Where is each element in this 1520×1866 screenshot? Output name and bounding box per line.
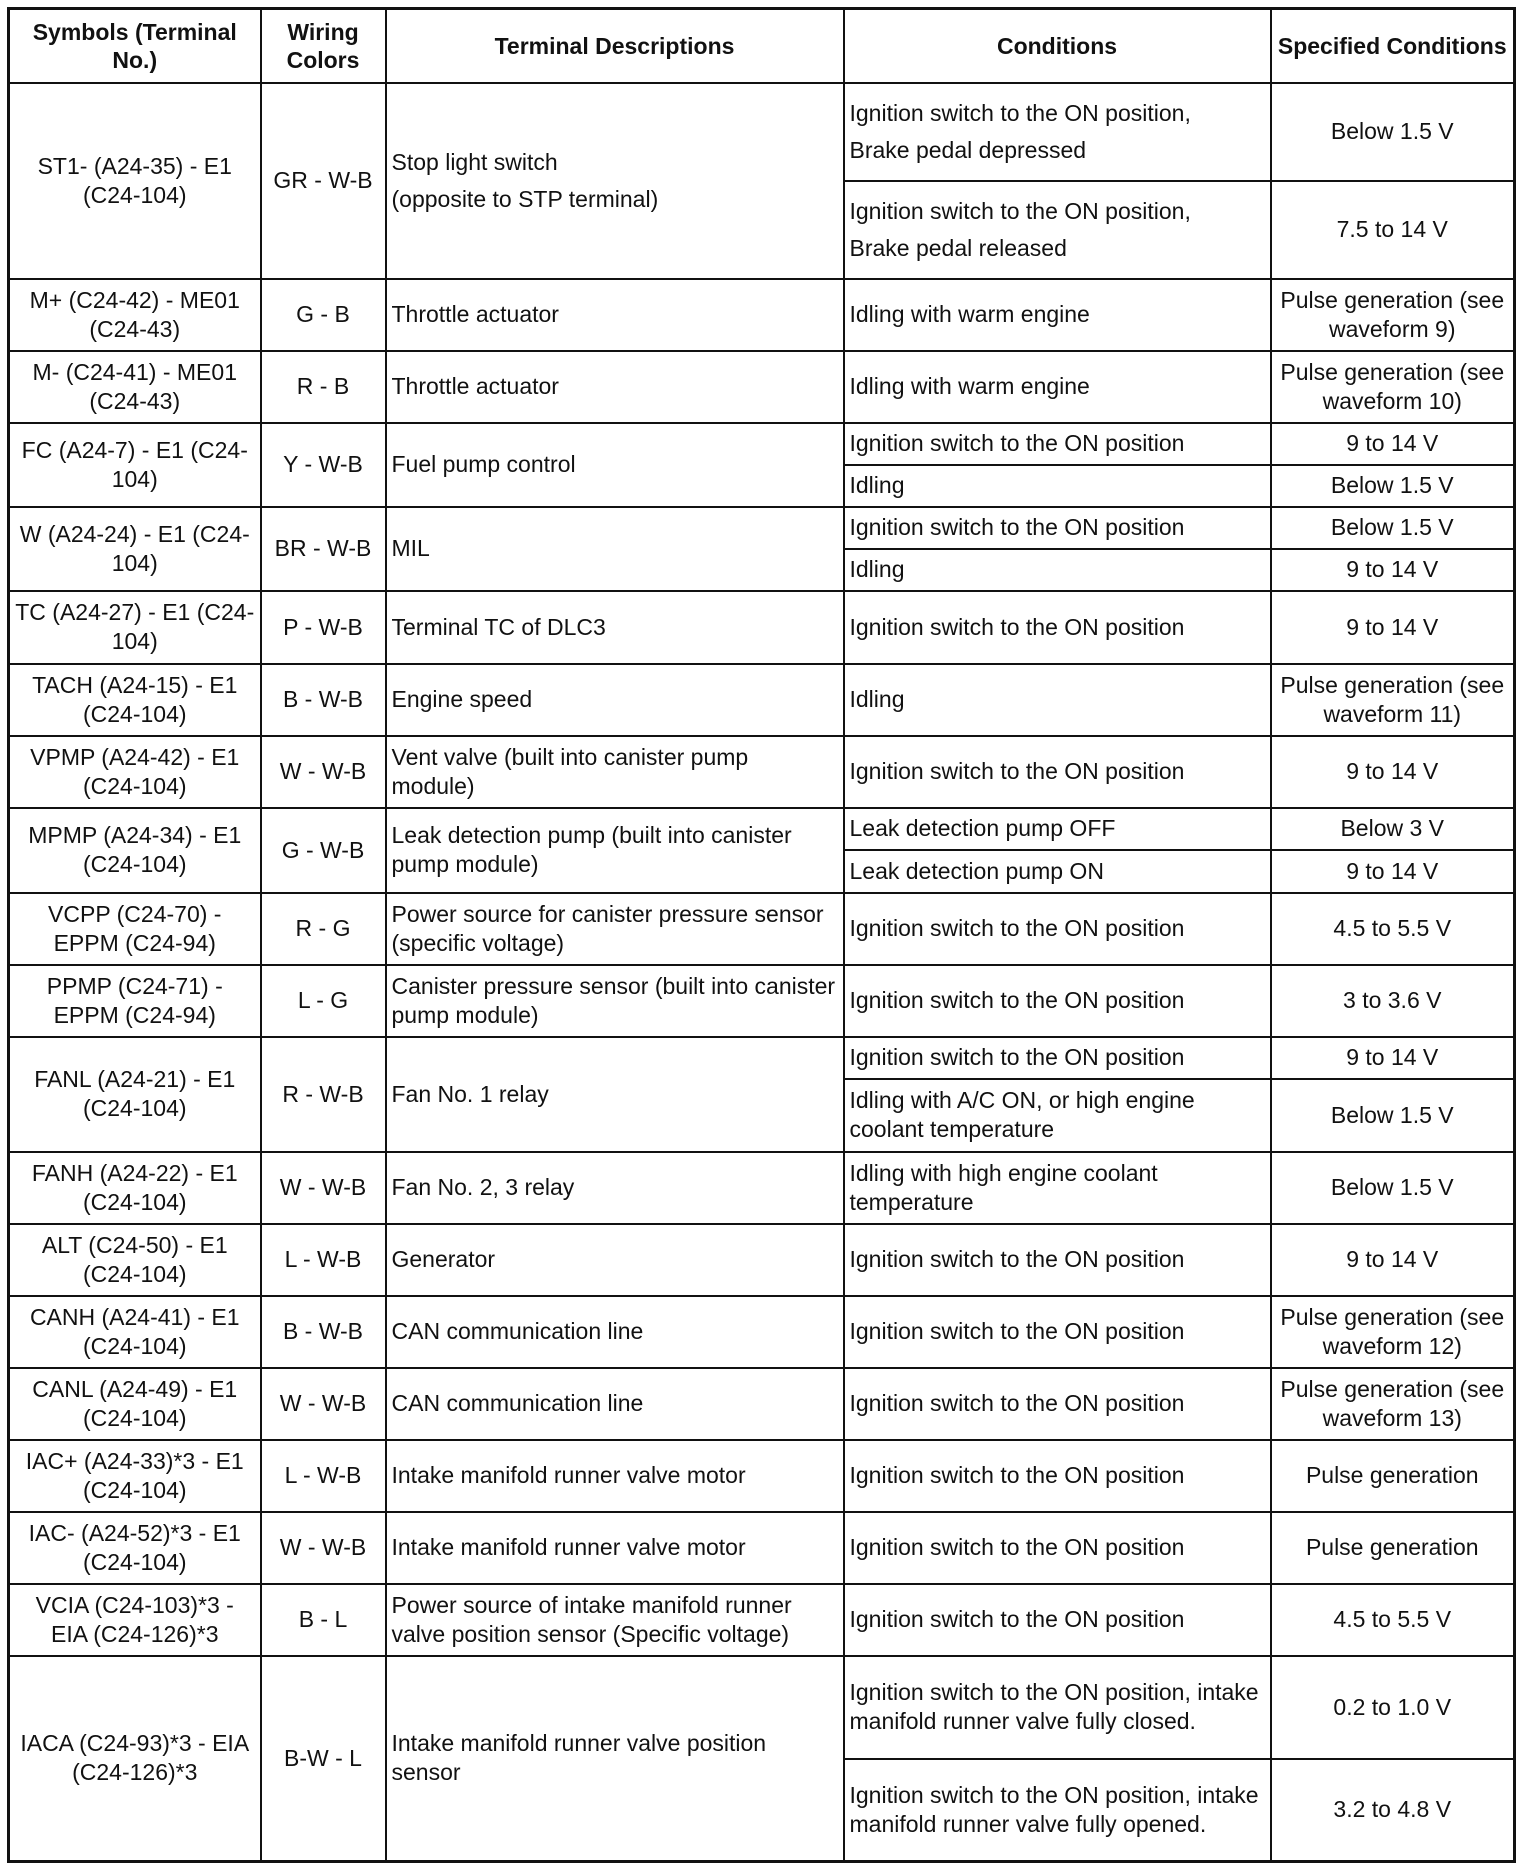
condition xyxy=(844,83,1271,181)
specified-condition: 9 to 14 V xyxy=(1271,850,1515,893)
table-row xyxy=(9,1656,1515,1759)
condition xyxy=(844,181,1271,279)
wiring-color: W - W-B xyxy=(261,1368,386,1440)
terminal-description: Engine speed xyxy=(386,664,844,736)
terminal-symbol: W (A24-24) - E1 (C24-104) xyxy=(9,507,261,591)
terminal-symbol: PPMP (C24-71) - EPPM (C24-94) xyxy=(9,965,261,1037)
terminal-description: Throttle actuator xyxy=(386,279,844,351)
specified-condition: 7.5 to 14 V xyxy=(1271,181,1515,279)
terminal-description: Intake manifold runner valve position sensor xyxy=(386,1656,844,1862)
terminal-description: Power source of intake manifold runner valve position sensor (Specific voltage) xyxy=(386,1584,844,1656)
specified-condition: 9 to 14 V xyxy=(1271,1224,1515,1296)
condition: Idling with warm engine xyxy=(844,279,1271,351)
specified-condition: Below 1.5 V xyxy=(1271,1152,1515,1224)
specified-condition: Pulse generation xyxy=(1271,1440,1515,1512)
terminal-description: Fuel pump control xyxy=(386,423,844,507)
terminal-description: Throttle actuator xyxy=(386,351,844,423)
table-row xyxy=(9,893,1515,965)
table-row xyxy=(9,1368,1515,1440)
terminal-description: Fan No. 2, 3 relay xyxy=(386,1152,844,1224)
table-row xyxy=(9,965,1515,1037)
terminal-symbol: VCPP (C24-70) - EPPM (C24-94) xyxy=(9,893,261,965)
wiring-color: BR - W-B xyxy=(261,507,386,591)
table-row xyxy=(9,736,1515,808)
specified-condition: 4.5 to 5.5 V xyxy=(1271,1584,1515,1656)
table-row xyxy=(9,1224,1515,1296)
table-row xyxy=(9,1440,1515,1512)
specified-condition: 0.2 to 1.0 V xyxy=(1271,1656,1515,1759)
specified-condition: Below 1.5 V xyxy=(1271,465,1515,507)
terminal-symbol: CANL (A24-49) - E1 (C24-104) xyxy=(9,1368,261,1440)
wiring-color: P - W-B xyxy=(261,591,386,664)
terminal-description: Vent valve (built into canister pump module) xyxy=(386,736,844,808)
condition-line: Brake pedal released xyxy=(849,234,1067,261)
condition: Idling with A/C ON, or high engine coolant temperature xyxy=(844,1079,1271,1152)
table-row xyxy=(9,1037,1515,1079)
table-row xyxy=(9,808,1515,850)
specified-condition: Below 1.5 V xyxy=(1271,83,1515,181)
terminal-symbol: FC (A24-7) - E1 (C24-104) xyxy=(9,423,261,507)
condition: Ignition switch to the ON position xyxy=(844,1512,1271,1584)
wiring-color: L - W-B xyxy=(261,1224,386,1296)
wiring-color: R - B xyxy=(261,351,386,423)
terminal-description: CAN communication line xyxy=(386,1368,844,1440)
terminal-description: Canister pressure sensor (built into canister pump module) xyxy=(386,965,844,1037)
wiring-color: B-W - L xyxy=(261,1656,386,1862)
specified-condition: Below 3 V xyxy=(1271,808,1515,850)
condition: Ignition switch to the ON position xyxy=(844,1584,1271,1656)
terminal-description: Terminal TC of DLC3 xyxy=(386,591,844,664)
header-row xyxy=(9,9,1515,83)
wiring-color: G - B xyxy=(261,279,386,351)
wiring-color: L - G xyxy=(261,965,386,1037)
terminal-spec-table xyxy=(7,7,1516,1863)
terminal-description-line: (opposite to STP terminal) xyxy=(391,185,659,212)
header-specified: Specified Conditions xyxy=(1271,9,1515,83)
specified-condition: Pulse generation (see waveform 12) xyxy=(1271,1296,1515,1368)
terminal-symbol: IACA (C24-93)*3 - EIA (C24-126)*3 xyxy=(9,1656,261,1862)
specified-condition: 9 to 14 V xyxy=(1271,1037,1515,1079)
terminal-symbol: VCIA (C24-103)*3 - EIA (C24-126)*3 xyxy=(9,1584,261,1656)
condition: Ignition switch to the ON position xyxy=(844,736,1271,808)
wiring-color: L - W-B xyxy=(261,1440,386,1512)
specified-condition: 9 to 14 V xyxy=(1271,423,1515,465)
terminal-symbol: M- (C24-41) - ME01 (C24-43) xyxy=(9,351,261,423)
specified-condition: 9 to 14 V xyxy=(1271,549,1515,591)
wiring-color: GR - W-B xyxy=(261,83,386,279)
specified-condition: 3 to 3.6 V xyxy=(1271,965,1515,1037)
specified-condition: 3.2 to 4.8 V xyxy=(1271,1759,1515,1862)
condition: Idling xyxy=(844,465,1271,507)
condition: Idling xyxy=(844,549,1271,591)
table-body xyxy=(9,83,1515,1862)
terminal-description: Fan No. 1 relay xyxy=(386,1037,844,1152)
wiring-color: Y - W-B xyxy=(261,423,386,507)
wiring-color: R - W-B xyxy=(261,1037,386,1152)
header-wiring: Wiring Colors xyxy=(261,9,386,83)
condition: Ignition switch to the ON position xyxy=(844,1296,1271,1368)
terminal-description: Leak detection pump (built into canister pump module) xyxy=(386,808,844,893)
table-row xyxy=(9,83,1515,181)
wiring-color: W - W-B xyxy=(261,1152,386,1224)
terminal-description: Intake manifold runner valve motor xyxy=(386,1440,844,1512)
terminal-description: MIL xyxy=(386,507,844,591)
specified-condition: Pulse generation (see waveform 9) xyxy=(1271,279,1515,351)
terminal-symbol: M+ (C24-42) - ME01 (C24-43) xyxy=(9,279,261,351)
specified-condition: 9 to 14 V xyxy=(1271,736,1515,808)
terminal-symbol: TACH (A24-15) - E1 (C24-104) xyxy=(9,664,261,736)
header-symbol: Symbols (Terminal No.) xyxy=(9,9,261,83)
condition-line: Ignition switch to the ON position, xyxy=(849,197,1191,224)
terminal-symbol: ALT (C24-50) - E1 (C24-104) xyxy=(9,1224,261,1296)
terminal-symbol: TC (A24-27) - E1 (C24-104) xyxy=(9,591,261,664)
condition: Ignition switch to the ON position xyxy=(844,1224,1271,1296)
condition: Ignition switch to the ON position xyxy=(844,591,1271,664)
table-row xyxy=(9,351,1515,423)
wiring-color: B - W-B xyxy=(261,1296,386,1368)
table-row xyxy=(9,1152,1515,1224)
specified-condition: 4.5 to 5.5 V xyxy=(1271,893,1515,965)
terminal-symbol: CANH (A24-41) - E1 (C24-104) xyxy=(9,1296,261,1368)
condition: Ignition switch to the ON position xyxy=(844,965,1271,1037)
condition: Ignition switch to the ON position, intake manifold runner valve fully opened. xyxy=(844,1759,1271,1862)
table-row xyxy=(9,507,1515,549)
wiring-color: R - G xyxy=(261,893,386,965)
header-description: Terminal Descriptions xyxy=(386,9,844,83)
specified-condition: Pulse generation (see waveform 10) xyxy=(1271,351,1515,423)
table-row xyxy=(9,1296,1515,1368)
wiring-color: W - W-B xyxy=(261,736,386,808)
condition: Ignition switch to the ON position, intake manifold runner valve fully closed. xyxy=(844,1656,1271,1759)
terminal-symbol: VPMP (A24-42) - E1 (C24-104) xyxy=(9,736,261,808)
terminal-description-line: Stop light switch xyxy=(391,148,558,175)
terminal-description: Power source for canister pressure sensor (specific voltage) xyxy=(386,893,844,965)
specified-condition: Below 1.5 V xyxy=(1271,1079,1515,1152)
condition: Ignition switch to the ON position xyxy=(844,507,1271,549)
condition: Leak detection pump ON xyxy=(844,850,1271,893)
specified-condition: Pulse generation (see waveform 13) xyxy=(1271,1368,1515,1440)
header-conditions: Conditions xyxy=(844,9,1271,83)
condition: Ignition switch to the ON position xyxy=(844,1368,1271,1440)
condition: Leak detection pump OFF xyxy=(844,808,1271,850)
table-row xyxy=(9,664,1515,736)
terminal-description xyxy=(386,83,844,279)
table-row xyxy=(9,1512,1515,1584)
terminal-symbol: FANH (A24-22) - E1 (C24-104) xyxy=(9,1152,261,1224)
terminal-symbol: MPMP (A24-34) - E1 (C24-104) xyxy=(9,808,261,893)
terminal-description: CAN communication line xyxy=(386,1296,844,1368)
specified-condition: 9 to 14 V xyxy=(1271,591,1515,664)
table-row xyxy=(9,591,1515,664)
condition: Idling with high engine coolant temperature xyxy=(844,1152,1271,1224)
table-row xyxy=(9,1584,1515,1656)
specified-condition: Pulse generation (see waveform 11) xyxy=(1271,664,1515,736)
condition: Idling with warm engine xyxy=(844,351,1271,423)
specified-condition: Below 1.5 V xyxy=(1271,507,1515,549)
terminal-description: Intake manifold runner valve motor xyxy=(386,1512,844,1584)
terminal-symbol: FANL (A24-21) - E1 (C24-104) xyxy=(9,1037,261,1152)
condition-line: Brake pedal depressed xyxy=(849,136,1087,163)
table-row xyxy=(9,279,1515,351)
terminal-symbol: IAC- (A24-52)*3 - E1 (C24-104) xyxy=(9,1512,261,1584)
condition: Ignition switch to the ON position xyxy=(844,1440,1271,1512)
wiring-color: G - W-B xyxy=(261,808,386,893)
table-row xyxy=(9,423,1515,465)
wiring-color: B - L xyxy=(261,1584,386,1656)
specified-condition: Pulse generation xyxy=(1271,1512,1515,1584)
condition-line: Ignition switch to the ON position, xyxy=(849,99,1191,126)
wiring-color: W - W-B xyxy=(261,1512,386,1584)
wiring-color: B - W-B xyxy=(261,664,386,736)
condition: Idling xyxy=(844,664,1271,736)
terminal-description: Generator xyxy=(386,1224,844,1296)
terminal-symbol: IAC+ (A24-33)*3 - E1 (C24-104) xyxy=(9,1440,261,1512)
condition: Ignition switch to the ON position xyxy=(844,423,1271,465)
condition: Ignition switch to the ON position xyxy=(844,1037,1271,1079)
condition: Ignition switch to the ON position xyxy=(844,893,1271,965)
terminal-symbol: ST1- (A24-35) - E1 (C24-104) xyxy=(9,83,261,279)
